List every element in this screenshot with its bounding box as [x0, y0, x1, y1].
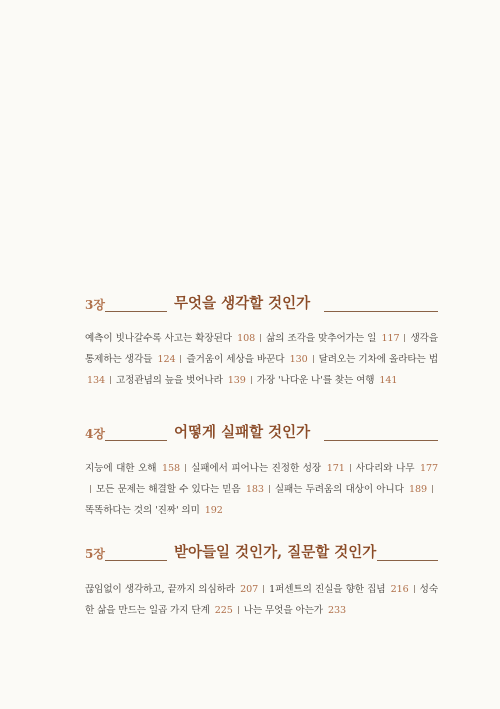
- toc-entry[interactable]: [244, 605, 346, 616]
- toc-entry[interactable]: [356, 463, 438, 474]
- toc-entry[interactable]: [257, 375, 398, 386]
- entry-title: 나는 무엇을 아는가: [243, 605, 323, 616]
- entry-title: 가장 '나다운 나'를 찾는 여행: [256, 375, 375, 386]
- heading-rule-right: [324, 311, 438, 312]
- separator: [269, 485, 270, 493]
- chapter-5: [85, 544, 439, 616]
- entry-title: 실패는 두려움의 대상이 아니다: [274, 484, 404, 495]
- entry-title: 똑똑하다는 것의 '진짜' 의미: [85, 505, 200, 516]
- page-number: 108: [237, 333, 256, 344]
- page-number: 124: [157, 354, 176, 365]
- entry-title: 사다리와 나무: [355, 463, 415, 474]
- page-number: 141: [379, 375, 398, 386]
- entry-title: 성숙한 삶을 만드는 일곱 가지 단계: [85, 584, 439, 616]
- toc-entry[interactable]: [96, 484, 264, 495]
- page-number: 192: [204, 505, 223, 516]
- separator: [260, 334, 261, 342]
- chapter-entries: [85, 458, 438, 521]
- entry-title: 달려오는 기차에 올라타는 법: [318, 354, 438, 365]
- toc-entry[interactable]: [85, 463, 180, 474]
- entry-title: 고정관념의 늪을 벗어나라: [116, 375, 223, 386]
- page-number: 134: [87, 375, 106, 386]
- page-number: 216: [390, 584, 409, 595]
- toc-entry[interactable]: [116, 375, 246, 386]
- toc-entry[interactable]: [275, 484, 427, 495]
- heading-rule-right: [324, 440, 438, 441]
- chapter-3: [85, 295, 438, 386]
- heading-rule-left: [105, 560, 167, 561]
- chapter-heading: [85, 546, 438, 568]
- entry-title: 끊임없이 생각하고, 끝까지 의심하라: [85, 584, 235, 595]
- toc-entry[interactable]: [85, 333, 255, 344]
- page-number: 139: [227, 375, 246, 386]
- heading-rule-left: [105, 440, 167, 441]
- separator: [414, 585, 415, 593]
- separator: [251, 376, 252, 384]
- separator: [180, 355, 181, 363]
- separator: [404, 334, 405, 342]
- separator: [350, 464, 351, 472]
- entry-title: 예측이 빗나갈수록 사고는 확장된다: [85, 333, 232, 344]
- entry-title: 즐거움이 세상을 바꾼다: [186, 354, 285, 365]
- chapter-number: 4장: [85, 427, 105, 441]
- page-number: 225: [214, 605, 233, 616]
- entry-title: 1퍼센트의 진실을 향한 집념: [269, 584, 386, 595]
- entry-title: 모든 문제는 해결할 수 있다는 믿음: [96, 484, 241, 495]
- heading-rule-right: [377, 560, 438, 561]
- separator: [238, 606, 239, 614]
- page-number: 177: [420, 463, 439, 474]
- entry-title: 삶의 조각을 맞추어가는 일: [266, 333, 377, 344]
- separator: [90, 485, 91, 493]
- heading-rule-left: [105, 311, 167, 312]
- chapter-title: 무엇을 생각할 것인가: [174, 295, 311, 312]
- separator: [110, 376, 111, 384]
- toc-entry[interactable]: [266, 333, 399, 344]
- chapter-number: 3장: [85, 298, 105, 312]
- chapter-entries: [85, 328, 438, 391]
- page-number: 233: [327, 605, 346, 616]
- page-number: 117: [381, 333, 400, 344]
- page-number: 171: [326, 463, 345, 474]
- page-number: 158: [162, 463, 181, 474]
- toc-entry[interactable]: [191, 463, 345, 474]
- entry-title: 생각을 통제하는 생각들: [85, 333, 438, 365]
- entry-title: 지능에 대한 오해: [85, 463, 157, 474]
- chapter-title: 어떻게 실패할 것인가: [174, 424, 311, 441]
- page-number: 183: [245, 484, 264, 495]
- chapter-number: 5장: [85, 547, 105, 561]
- toc-entry[interactable]: [85, 584, 258, 595]
- page-number: 189: [409, 484, 428, 495]
- separator: [432, 485, 433, 493]
- chapter-4: [85, 424, 439, 516]
- chapter-title: 받아들일 것인가, 질문할 것인가: [174, 544, 377, 561]
- separator: [263, 585, 264, 593]
- page-number: 130: [289, 354, 308, 365]
- chapter-heading: [85, 297, 438, 319]
- page-number: 207: [240, 584, 259, 595]
- toc-entry[interactable]: [85, 505, 223, 516]
- chapter-entries: [85, 579, 438, 621]
- toc-entry[interactable]: [186, 354, 307, 365]
- separator: [185, 464, 186, 472]
- toc-entry[interactable]: [269, 584, 409, 595]
- entry-title: 실패에서 피어나는 진정한 성장: [191, 463, 322, 474]
- separator: [313, 355, 314, 363]
- chapter-heading: [85, 426, 438, 448]
